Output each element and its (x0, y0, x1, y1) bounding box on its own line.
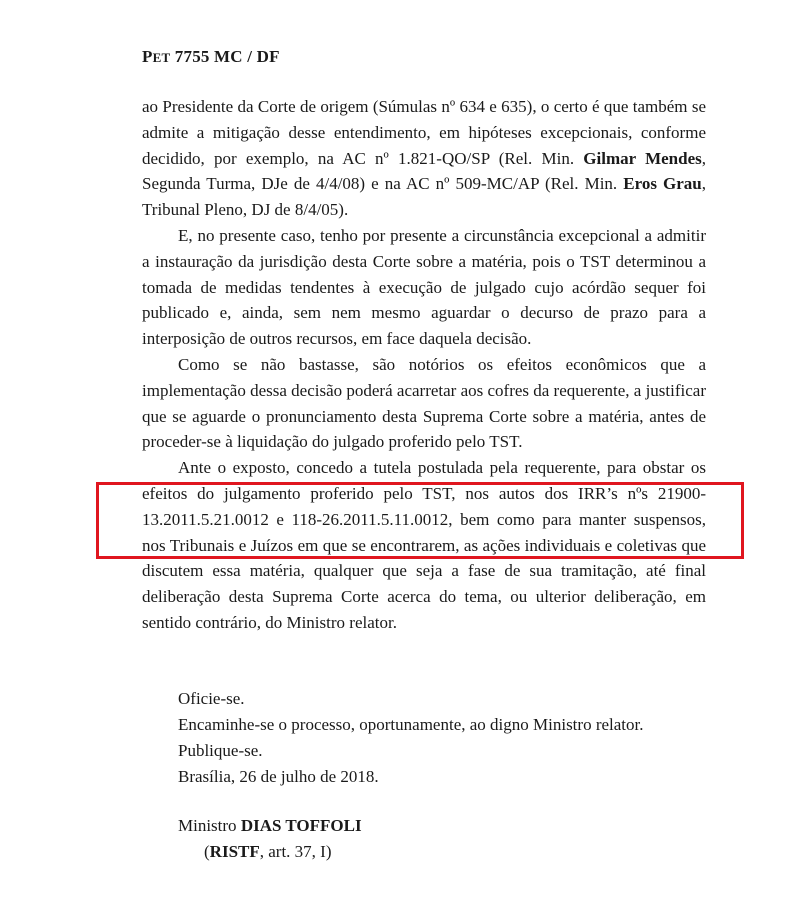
signature-name: DIAS TOFFOLI (240, 816, 362, 835)
minister-name-gilmar: Gilmar Mendes (583, 148, 702, 168)
signature-line (178, 816, 362, 836)
reference-open: ( (204, 842, 210, 861)
paragraph-economic-effects: Como se não bastasse, são notórios os efeitos econômicos que a implementação dessa decisão poderá acarretar aos cofres da requerente, a justificar que se aguarde o pronunciamento desta Suprema Corte sobre a matéria, antes de proceder-se à liquidação do julgado proferido pelo TST. (142, 354, 707, 452)
signature-title: Ministro (178, 816, 241, 835)
minister-name-eros: Eros Grau (623, 174, 702, 194)
header-pet-initial: P (142, 47, 153, 66)
paragraph-text: ao Presidente da Corte de origem (Súmulas nº 634 e 635), o certo é que também se admite a mitigação desse entendimento, em hipóteses excepcionais, conforme decidido, por exemplo, na AC nº 1.821-QO/SP (Rel. Min. (142, 97, 706, 168)
header-case-number: 7755 MC / DF (170, 47, 280, 66)
reference-article: , art. 37, I) (259, 842, 332, 861)
header-pet-rest: ET (152, 50, 171, 65)
paragraph-precedents (142, 94, 706, 223)
closing-oficie: Oficie-se. (178, 689, 245, 708)
reference-ristf: RISTF (209, 842, 260, 861)
document-header (142, 47, 280, 67)
closing-encaminhe: Encaminhe-se o processo, oportunamente, ao digno Ministro relator. (178, 715, 644, 734)
paragraph-exceptional-circumstance: E, no presente caso, tenho por presente a circunstância excepcional a admitir a instauração da jurisdição desta Corte sobre a matéria, pois o TST determinou a tomada de medidas tendentes à execução de julgado cujo acórdão sequer foi publicado e, ainda, sem nem mesmo aguardar o decurso de prazo para a interposição de outros recursos, em face daquela decisão. (142, 225, 706, 349)
highlight-annotation-box (96, 482, 744, 559)
closing-publique: Publique-se. (178, 741, 263, 760)
paragraph-ruling: Ante o exposto, concedo a tutela postulada pela requerente, para obstar os efeitos do julgamento proferido pelo TST, nos autos dos IRR’s nºs 21900-13.2011.5.21.0012 e 118-26.2011.5.11.0012, bem como para manter suspensos, nos Tribunais e Juízos em que se encontrarem, as ações individuais e coletivas que discutem essa matéria, qualquer que seja a fase de sua tramitação, até final deliberação desta Suprema Corte acerca do tema, ou ulterior deliberação, em sentido contrário, do Ministro relator. (142, 458, 706, 632)
paragraph-text: , Segunda Turma, DJe de 4/4/08) e na AC nº 509-MC/AP (Rel. Min. (142, 148, 706, 194)
signature-reference (204, 842, 332, 862)
closing-place-date: Brasília, 26 de julho de 2018. (178, 767, 379, 786)
paragraph-text: , Tribunal Pleno, DJ de 8/4/05). (142, 174, 706, 220)
